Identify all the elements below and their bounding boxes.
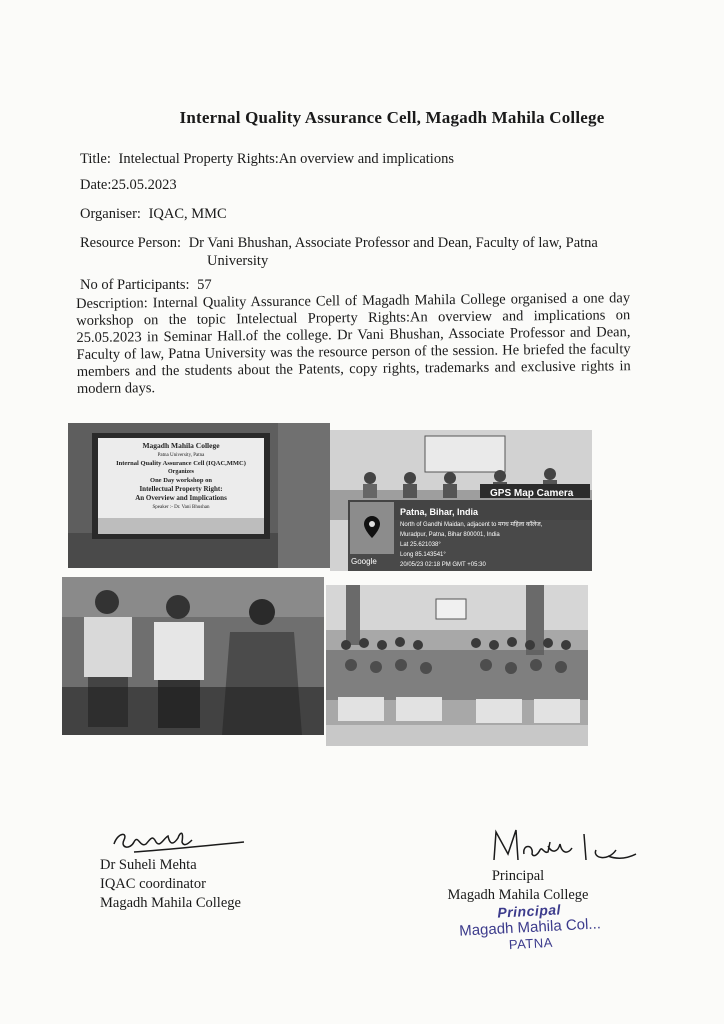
audience-hall-graphic xyxy=(326,585,588,746)
photo-projector-banner xyxy=(68,423,330,568)
stamp-line3: PATNA xyxy=(508,934,554,953)
coordinator-role: IQAC coordinator xyxy=(100,876,206,892)
stamp-line1: Principal xyxy=(496,901,562,921)
resource-label: Resource Person: xyxy=(80,235,182,251)
banner-line7: An Overview and Implications xyxy=(135,494,227,502)
organiser-field xyxy=(80,205,227,223)
banner-line1: Magadh Mahila College xyxy=(142,441,220,450)
title-field xyxy=(80,150,454,168)
title-label: Title: xyxy=(80,151,111,167)
photo-audience-hall xyxy=(326,585,588,746)
google-logo: Google xyxy=(351,557,377,566)
banner-line8: Speaker :- Dr. Vani Bhushan xyxy=(152,505,210,510)
resource-person-field xyxy=(80,234,620,270)
coordinator-org: Magadh Mahila College xyxy=(100,895,241,911)
date-value: 25.05.2023 xyxy=(111,177,177,193)
banner-line2: Patna University, Patna xyxy=(157,453,205,458)
participants-value: 57 xyxy=(197,277,212,293)
resource-line1: Dr Vani Bhushan, Associate Professor and Dean, Faculty of law, Patna xyxy=(188,235,598,251)
banner-line3: Internal Quality Assurance Cell (IQAC,MMC) xyxy=(116,460,246,467)
photo-seated-guests xyxy=(62,577,324,735)
organiser-value: IQAC, MMC xyxy=(148,206,227,222)
principal-signature-block xyxy=(443,867,593,905)
participants-field xyxy=(80,276,212,294)
coordinator-signature-block xyxy=(100,856,241,913)
coordinator-name: Dr Suheli Mehta xyxy=(100,857,197,873)
gps-address2: Muradpur, Patna, Bihar 800001, India xyxy=(400,532,500,538)
projector-screen-graphic xyxy=(68,423,330,568)
date-label: Date: xyxy=(80,177,112,193)
gps-long: Long 85.143541° xyxy=(400,552,446,558)
gps-address1: North of Gandhi Maidan, adjacent to मगध महिला कॉलेज, xyxy=(400,522,543,528)
page-title: Internal Quality Assurance Cell, Magadh Mahila College xyxy=(179,108,605,127)
principal-stamp xyxy=(449,899,611,955)
stamp-line2: Magadh Mahila Col... xyxy=(458,915,602,940)
organiser-label: Organiser: xyxy=(80,206,141,222)
participants-label: No of Participants: xyxy=(80,277,190,293)
gps-place: Patna, Bihar, India xyxy=(400,507,479,517)
photo-stage-gps xyxy=(330,430,592,571)
banner-line6: Intellectual Property Right: xyxy=(139,485,223,493)
gps-camera-label: GPS Map Camera xyxy=(490,488,574,499)
principal-org: Magadh Mahila College xyxy=(447,887,589,903)
stage-graphic xyxy=(330,430,592,571)
resource-line2: University xyxy=(207,253,269,269)
banner-line5: One Day workshop on xyxy=(150,477,212,484)
date-field xyxy=(80,176,177,194)
seated-guests-graphic xyxy=(62,577,324,735)
gps-datetime: 20/05/23 02:18 PM GMT +05:30 xyxy=(400,562,486,568)
banner-line4: Organizes xyxy=(168,469,194,475)
description-paragraph: Description: Internal Quality Assurance Cell of Magadh Mahila College organised a one day workshop on the topic Intelectual Property Rights:An overview and implications on 25.05.2023 in Seminar Hall.of the college. Dr Vani Bhushan, Associate Professor and Dean, Faculty of law, Patna University was the resource person of the session. He briefed the faculty members and the students about the Patents, copy rights, trademarks and exclusive rights in modern days. xyxy=(76,290,631,397)
principal-role: Principal xyxy=(491,868,545,884)
gps-lat: Lat 25.621038° xyxy=(400,542,441,548)
signature-principal xyxy=(488,824,638,873)
title-value: Intelectual Property Rights:An overview and implications xyxy=(118,151,454,167)
